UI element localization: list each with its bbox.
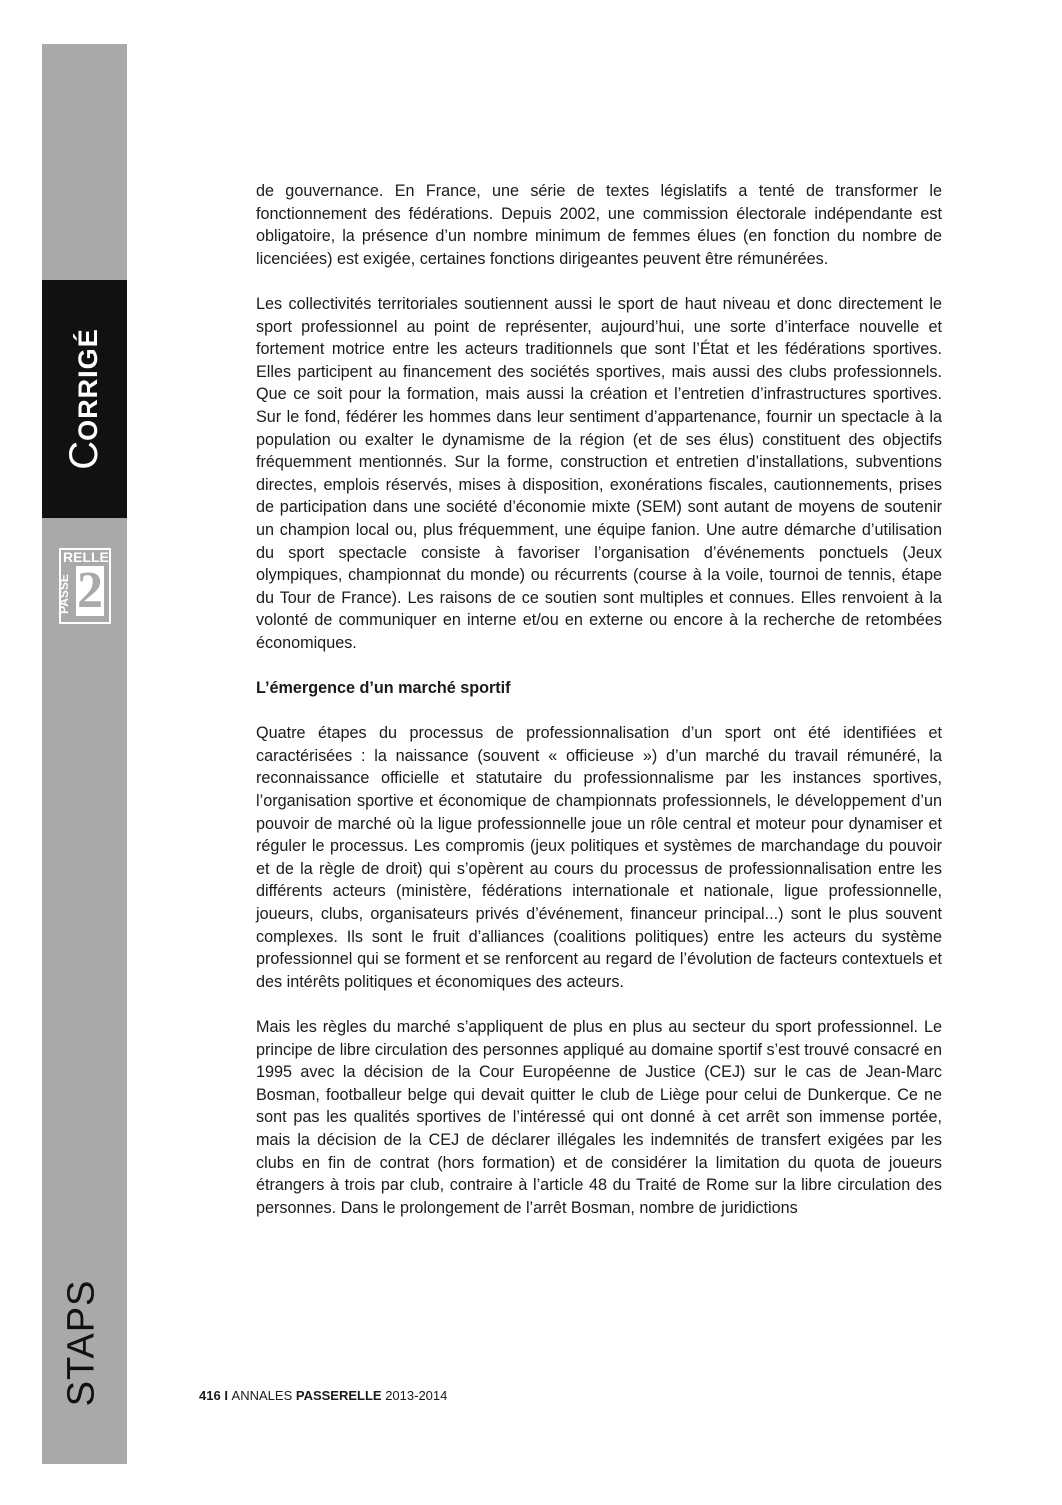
footer-label: ANNALES: [231, 1388, 296, 1403]
article-body: [256, 180, 942, 1242]
logo-number: 2: [77, 562, 103, 619]
logo-top-text: RELLE: [63, 549, 109, 565]
page-footer: [199, 1388, 447, 1403]
passerelle-logo: [59, 548, 111, 624]
page-number: 416: [199, 1388, 221, 1403]
section-heading: L’émergence d’un marché sportif: [256, 679, 511, 698]
section-label-rest: ORRIGÉ: [73, 328, 103, 441]
footer-years: 2013-2014: [381, 1388, 448, 1403]
section-label-initial: C: [62, 440, 106, 470]
paragraph: Mais les règles du marché s’appliquent de plus en plus au secteur du sport professionnel. Le principe de libre circulation des personnes appliqué au domaine sportif s’est trouvé consacré en 1995 avec la décision de la Cour Européenne de Justice (CEJ) sur le cas de Jean-Marc Bosman, footballeur belge qui devait quitter le club de Liège pour celui de Dunkerque. Ce ne sont pas les qualités sportives de l’intéressé qui ont donné à cet arrêt son immense portée, mais la décision de la CEJ de déclarer illégales les indemnités de transfert exigées par les clubs en fin de contrat (hors formation) et de considérer la limitation du quota de joueurs étrangers à trois par club, contraire à l’article 48 du Traité de Rome sur la libre circulation des personnes. Dans le prolongement de l’arrêt Bosman, nombre de juridictions: [256, 1017, 942, 1217]
section-label: [64, 328, 104, 469]
sidebar-strip: [42, 44, 127, 1464]
paragraph: Quatre étapes du processus de professionnalisation d’un sport ont été identifiées et caractérisées : la naissance (souvent « officieuse ») d’un marché du travail rémunéré, la reconnaissance officielle et statutaire du professionnalisme par les instances sportives, l’organisation sportive et économique de championnats professionnels, le développement d’un pouvoir de marché où la ligue professionnelle joue un rôle central et moteur pour dynamiser et réguler le processus. Les compromis (jeux politiques et systèmes de marchandage du pouvoir et de la règle de droit) qui s’opèrent au cours du processus de professionnalisation entre les différents acteurs (ministère, fédérations internationale et nationale, ligue professionnelle, joueurs, clubs, organisateurs privés d’événement, financeur principal...) sont le plus souvent complexes. Ils sont le fruit d’alliances (coalitions politiques) entre les acteurs du système professionnel qui se forment et se renforcent au regard de l’évolution de facteurs contextuels et des intérêts politiques et économiques des acteurs.: [256, 724, 942, 991]
footer-separator: I: [220, 1388, 232, 1403]
paragraph: de gouvernance. En France, une série de textes législatifs a tenté de transformer le fonctionnement des fédérations. Depuis 2002, une commission électorale indépendante est obligatoire, la présence d’un nombre minimum de femmes élues (en fonction du nombre de licenciées) est exigée, certaines fonctions dirigeantes peuvent être rémunérées.: [256, 182, 942, 268]
subject-label: STAPS: [60, 1279, 103, 1407]
footer-brand: PASSERELLE: [295, 1388, 382, 1403]
paragraph: Les collectivités territoriales soutiennent aussi le sport de haut niveau et donc directement le sport professionnel au point de représenter, aujourd’hui, une sorte d’interface nouvelle et fortement motrice entre les acteurs traditionnels que sont l’État et les fédérations sportives. Elles participent au financement des sociétés sportives, mais aussi des clubs professionnels. Que ce soit pour la formation, mais aussi la création et l’entretien d’infrastructures sportives. Sur le fond, fédérer les hommes dans leur sentiment d’appartenance, fournir un spectacle à la population ou exalter le dynamisme de la région (et de ses élus) constituent des objectifs fréquemment mentionnés. Sur la forme, construction et entretien d’installations, subventions directes, emplois réservés, mises à disposition, exonérations fiscales, cautionnements, prises de participation dans une société d’économie mixte (SEM) sont autant de moyens de soutenir un champion local ou, plus fréquemment, une équipe fanion. Une autre démarche d’utilisation du sport spectacle consiste à favoriser l’organisation d’événements ponctuels (Jeux olympiques, championnat du monde) ou récurrents (course à la voile, tournoi de tennis, étape du Tour de France). Les raisons de ce soutien sont multiples et connues. Elles renvoient à la volonté de communiquer en interne et/ou en externe ou encore à la recherche de retombées économiques.: [256, 294, 942, 652]
logo-side-text: PASSE: [57, 574, 71, 614]
